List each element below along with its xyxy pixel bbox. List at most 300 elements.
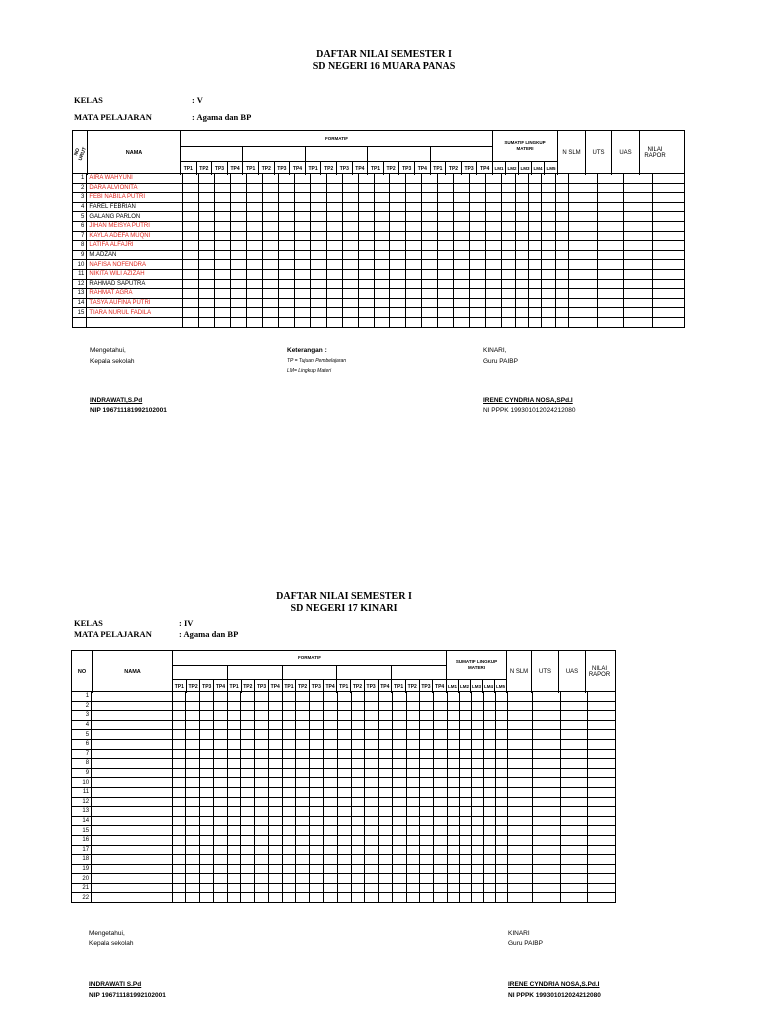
grade-cell (422, 317, 438, 327)
grade-cell (282, 835, 296, 845)
grade-cell (246, 308, 262, 318)
grade-cell (555, 212, 568, 222)
doc1-head-nama: NAMA (87, 131, 180, 175)
grade-cell (502, 250, 515, 260)
grade-cell (508, 835, 533, 845)
row-number (73, 317, 87, 327)
grade-cell (342, 193, 358, 203)
doc2-head-formatif: FORMATIF (172, 651, 446, 666)
grade-cell (653, 260, 685, 270)
grade-cell (555, 298, 568, 308)
table-row (73, 308, 685, 318)
row-number: 5 (72, 730, 92, 740)
grade-cell (358, 221, 374, 231)
grade-cell (246, 260, 262, 270)
grade-cell (406, 174, 422, 184)
grade-cell (296, 835, 310, 845)
grade-cell (227, 778, 241, 788)
grade-cell (294, 250, 310, 260)
grade-cell (587, 730, 615, 740)
grade-cell (587, 816, 615, 826)
grade-cell (508, 864, 533, 874)
grade-cell (230, 193, 246, 203)
grade-cell (182, 317, 198, 327)
grade-cell (422, 183, 438, 193)
grade-cell (198, 174, 214, 184)
grade-cell (337, 701, 351, 711)
grade-cell (484, 807, 496, 817)
grade-cell (241, 720, 255, 730)
grade-cell (569, 289, 598, 299)
grade-cell (434, 893, 448, 903)
grade-cell (342, 269, 358, 279)
grade-cell (337, 778, 351, 788)
grade-cell (310, 250, 326, 260)
grade-cell (486, 202, 502, 212)
doc1-mapel-label: MATA PELAJARAN (74, 112, 152, 122)
grade-cell (213, 759, 227, 769)
grade-cell (529, 221, 542, 231)
grade-cell (374, 241, 390, 251)
grade-cell (294, 279, 310, 289)
grade-cell (200, 778, 214, 788)
grade-cell (392, 730, 406, 740)
grade-cell (392, 864, 406, 874)
grade-cell (241, 739, 255, 749)
grade-cell (326, 260, 342, 270)
grade-cell (379, 797, 393, 807)
grade-cell (296, 692, 310, 702)
grade-cell (624, 279, 653, 289)
grade-cell (484, 797, 496, 807)
grade-cell (379, 739, 393, 749)
student-name (92, 711, 172, 721)
grade-cell (653, 241, 685, 251)
grade-cell (262, 221, 278, 231)
grade-cell (198, 308, 214, 318)
doc1-kelas-label: KELAS (74, 95, 103, 105)
grade-cell (255, 826, 269, 836)
grade-cell (241, 845, 255, 855)
table-row (72, 701, 616, 711)
grade-cell (282, 701, 296, 711)
grade-cell (470, 317, 486, 327)
grade-cell (587, 692, 615, 702)
student-name: M.ADZAN (87, 250, 182, 260)
grade-cell (268, 787, 282, 797)
grade-cell (351, 759, 365, 769)
doc2-place: KINARI (508, 930, 530, 937)
grade-cell (342, 221, 358, 231)
grade-cell (390, 212, 406, 222)
grade-cell (186, 739, 200, 749)
grade-cell (182, 174, 198, 184)
grade-cell (230, 183, 246, 193)
grade-cell (555, 308, 568, 318)
grade-cell (241, 768, 255, 778)
grade-cell (533, 778, 560, 788)
grade-cell (406, 183, 422, 193)
grade-cell (262, 279, 278, 289)
grade-cell (310, 692, 324, 702)
grade-cell (337, 787, 351, 797)
grade-cell (533, 893, 560, 903)
grade-cell (214, 183, 230, 193)
grade-cell (542, 298, 555, 308)
grade-cell (268, 893, 282, 903)
grade-cell (342, 174, 358, 184)
doc2-formatif-group-2 (227, 666, 282, 681)
grade-cell (454, 241, 470, 251)
grade-cell (422, 193, 438, 203)
grade-cell (515, 221, 528, 231)
doc1-formatif-group-1 (180, 147, 242, 163)
grade-cell (268, 883, 282, 893)
grade-cell (296, 739, 310, 749)
doc2-title-line1: DAFTAR NILAI SEMESTER I (276, 591, 412, 602)
grade-cell (296, 778, 310, 788)
grade-cell (310, 855, 324, 865)
grade-cell (255, 807, 269, 817)
grade-cell (470, 174, 486, 184)
row-number: 21 (72, 883, 92, 893)
student-name (92, 787, 172, 797)
grade-cell (390, 193, 406, 203)
grade-cell (268, 826, 282, 836)
grade-cell (374, 317, 390, 327)
grade-cell (182, 308, 198, 318)
grade-cell (198, 241, 214, 251)
grade-cell (542, 241, 555, 251)
grade-cell (227, 749, 241, 759)
grade-cell (496, 749, 508, 759)
doc2-formatif-group-1 (172, 666, 227, 681)
doc1-head-tp-14: TP2 (383, 162, 399, 175)
grade-cell (569, 183, 598, 193)
grade-cell (454, 308, 470, 318)
grade-cell (282, 692, 296, 702)
doc2-head-tp-6: TP2 (241, 680, 255, 693)
grade-cell (324, 807, 338, 817)
student-name (92, 864, 172, 874)
grade-cell (230, 212, 246, 222)
grade-cell (186, 893, 200, 903)
grade-cell (262, 289, 278, 299)
grade-cell (379, 720, 393, 730)
grade-cell (246, 289, 262, 299)
grade-cell (241, 749, 255, 759)
grade-cell (379, 787, 393, 797)
grade-cell (227, 768, 241, 778)
grade-cell (454, 202, 470, 212)
doc1-head-tp-16: TP4 (414, 162, 430, 175)
grade-cell (214, 250, 230, 260)
grade-cell (533, 787, 560, 797)
grade-cell (310, 826, 324, 836)
grade-cell (447, 816, 459, 826)
grade-cell (255, 874, 269, 884)
grade-cell (472, 778, 484, 788)
grade-cell (496, 759, 508, 769)
grade-cell (296, 855, 310, 865)
grade-cell (484, 864, 496, 874)
grade-cell (268, 720, 282, 730)
grade-cell (296, 826, 310, 836)
grade-cell (422, 308, 438, 318)
grade-cell (542, 231, 555, 241)
grade-cell (213, 883, 227, 893)
grade-cell (653, 202, 685, 212)
grade-cell (406, 308, 422, 318)
grade-cell (569, 202, 598, 212)
grade-cell (296, 807, 310, 817)
doc2-title-line2: SD NEGERI 17 KINARI (290, 603, 398, 614)
grade-cell (496, 826, 508, 836)
grade-cell (533, 739, 560, 749)
grade-cell (227, 855, 241, 865)
doc1-ket-lm: LM= Lingkup Materi (287, 368, 332, 374)
grade-cell (447, 874, 459, 884)
grade-cell (200, 759, 214, 769)
student-name: KAYLA ADEFA MUQNI (87, 231, 182, 241)
grade-cell (342, 298, 358, 308)
grade-cell (542, 260, 555, 270)
doc1-head-tp-12: TP4 (352, 162, 368, 175)
grade-cell (262, 202, 278, 212)
grade-cell (447, 692, 459, 702)
grade-cell (422, 279, 438, 289)
grade-cell (365, 826, 379, 836)
student-name (92, 816, 172, 826)
grade-cell (447, 797, 459, 807)
doc2-kepsek-nip: NIP 196711181992102001 (89, 992, 166, 999)
grade-cell (337, 855, 351, 865)
row-number: 13 (72, 807, 92, 817)
grade-cell (255, 701, 269, 711)
grade-cell (560, 759, 587, 769)
grade-cell (200, 826, 214, 836)
grade-cell (484, 883, 496, 893)
grade-cell (255, 787, 269, 797)
grade-cell (422, 269, 438, 279)
grade-cell (555, 260, 568, 270)
grade-cell (529, 289, 542, 299)
table-row (72, 864, 616, 874)
grade-cell (597, 269, 624, 279)
grade-cell (374, 289, 390, 299)
grade-cell (337, 874, 351, 884)
grade-cell (406, 231, 422, 241)
grade-cell (342, 250, 358, 260)
grade-cell (230, 250, 246, 260)
doc1-head-uts: UTS (585, 131, 611, 175)
grade-cell (502, 241, 515, 251)
grade-cell (454, 269, 470, 279)
table-row (72, 720, 616, 730)
grade-cell (262, 269, 278, 279)
grade-cell (374, 250, 390, 260)
grade-cell (447, 826, 459, 836)
grade-cell (296, 883, 310, 893)
grade-cell (282, 768, 296, 778)
grade-cell (326, 183, 342, 193)
doc1-head-lm-1: LM1 (492, 162, 505, 175)
grade-cell (515, 241, 528, 251)
grade-cell (326, 193, 342, 203)
grade-cell (597, 289, 624, 299)
grade-cell (351, 807, 365, 817)
grade-cell (502, 193, 515, 203)
grade-cell (227, 711, 241, 721)
grade-cell (560, 845, 587, 855)
grade-cell (294, 212, 310, 222)
grade-cell (214, 174, 230, 184)
grade-cell (420, 835, 434, 845)
table-row (72, 845, 616, 855)
grade-cell (255, 749, 269, 759)
grade-cell (406, 883, 420, 893)
grade-cell (472, 759, 484, 769)
grade-cell (542, 202, 555, 212)
grade-cell (555, 221, 568, 231)
doc1-head-tp-15: TP3 (398, 162, 414, 175)
grade-cell (230, 260, 246, 270)
grade-cell (390, 269, 406, 279)
grade-cell (337, 864, 351, 874)
grade-cell (496, 701, 508, 711)
grade-cell (172, 883, 186, 893)
table-row (73, 260, 685, 270)
table-row (72, 711, 616, 721)
grade-cell (555, 193, 568, 203)
grade-cell (262, 231, 278, 241)
grade-cell (496, 778, 508, 788)
grade-cell (365, 874, 379, 884)
doc2-head-tp-18: TP2 (405, 680, 419, 693)
grade-cell (182, 279, 198, 289)
grade-cell (502, 317, 515, 327)
grade-cell (342, 241, 358, 251)
doc1-head-tp-3: TP3 (211, 162, 227, 175)
grade-cell (470, 221, 486, 231)
grade-cell (560, 701, 587, 711)
grade-cell (365, 778, 379, 788)
grade-cell (486, 241, 502, 251)
doc2-head-tp-12: TP4 (323, 680, 337, 693)
grade-cell (502, 279, 515, 289)
grade-cell (278, 241, 294, 251)
grade-cell (529, 317, 542, 327)
doc1-guru-nip: NI PPPK 199301012024212080 (483, 407, 576, 414)
doc2-head-tp-7: TP3 (254, 680, 268, 693)
grade-cell (310, 701, 324, 711)
grade-cell (653, 231, 685, 241)
grade-cell (533, 855, 560, 865)
grade-cell (597, 202, 624, 212)
grade-cell (294, 183, 310, 193)
grade-cell (268, 730, 282, 740)
doc1-kepsek-label: Kepala sekolah (90, 358, 135, 365)
grade-cell (294, 269, 310, 279)
doc1-title-line1: DAFTAR NILAI SEMESTER I (316, 49, 452, 60)
grade-cell (282, 759, 296, 769)
grade-cell (472, 826, 484, 836)
doc1-head-tp-7: TP3 (274, 162, 290, 175)
grade-cell (392, 807, 406, 817)
grade-cell (227, 826, 241, 836)
grade-cell (324, 864, 338, 874)
grade-cell (374, 174, 390, 184)
grade-cell (597, 279, 624, 289)
grade-cell (569, 193, 598, 203)
grade-cell (214, 241, 230, 251)
grade-cell (186, 701, 200, 711)
grade-cell (282, 739, 296, 749)
grade-cell (533, 816, 560, 826)
doc2-head-tp-13: TP1 (336, 680, 350, 693)
grade-cell (282, 893, 296, 903)
grade-cell (246, 250, 262, 260)
student-name (92, 807, 172, 817)
grade-cell (172, 759, 186, 769)
grade-cell (508, 845, 533, 855)
grade-cell (365, 797, 379, 807)
grade-cell (434, 826, 448, 836)
doc2-guru-name: IRENE CYNDRIA NOSA,S.Pd.I (508, 981, 600, 988)
grade-cell (255, 720, 269, 730)
grade-cell (459, 797, 471, 807)
grade-cell (337, 692, 351, 702)
grade-cell (374, 231, 390, 241)
grade-cell (294, 202, 310, 212)
grade-cell (200, 720, 214, 730)
student-name (92, 692, 172, 702)
grade-cell (379, 701, 393, 711)
grade-cell (597, 250, 624, 260)
grade-cell (294, 298, 310, 308)
grade-cell (324, 739, 338, 749)
grade-cell (182, 289, 198, 299)
grade-cell (230, 231, 246, 241)
grade-cell (255, 864, 269, 874)
grade-cell (268, 692, 282, 702)
grade-cell (351, 749, 365, 759)
grade-cell (438, 317, 454, 327)
grade-cell (434, 730, 448, 740)
grade-cell (587, 893, 615, 903)
grade-cell (326, 212, 342, 222)
grade-cell (365, 883, 379, 893)
grade-cell (324, 749, 338, 759)
grade-cell (310, 308, 326, 318)
grade-cell (653, 212, 685, 222)
grade-cell (508, 739, 533, 749)
grade-cell (624, 317, 653, 327)
doc2-head-tp-2: TP2 (186, 680, 200, 693)
grade-cell (502, 202, 515, 212)
grade-cell (337, 816, 351, 826)
grade-cell (294, 317, 310, 327)
grade-cell (472, 845, 484, 855)
grade-cell (172, 692, 186, 702)
grade-cell (486, 279, 502, 289)
grade-cell (227, 874, 241, 884)
grade-cell (172, 835, 186, 845)
grade-cell (484, 739, 496, 749)
grade-cell (268, 874, 282, 884)
table-row (72, 768, 616, 778)
row-number: 19 (72, 864, 92, 874)
